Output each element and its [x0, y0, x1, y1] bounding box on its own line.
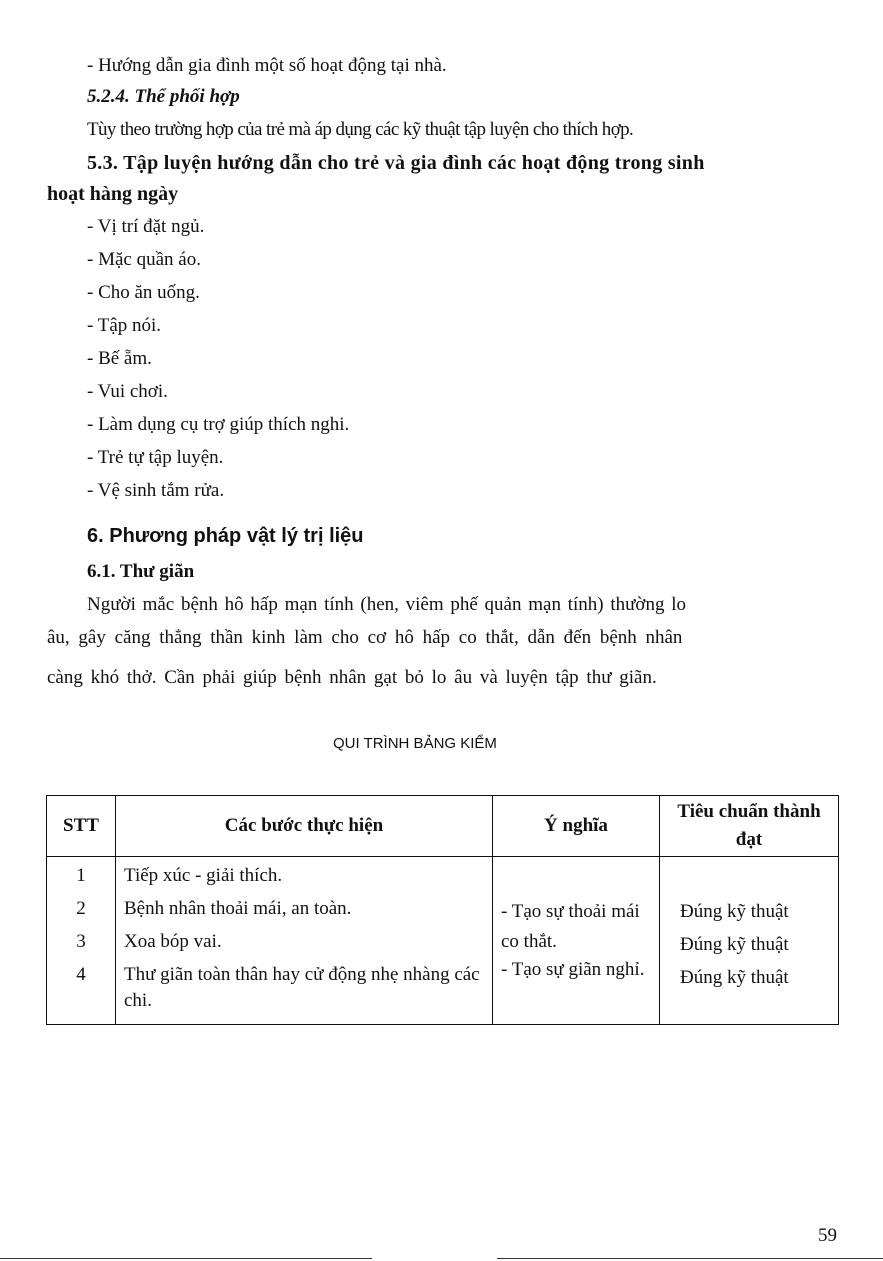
header-steps: Các bước thực hiện	[116, 796, 493, 857]
step-text: Thư giãn toàn thân hay cử động nhẹ nhàng các chi.	[124, 964, 480, 1011]
footer-rule	[0, 1258, 372, 1259]
table-caption: QUI TRÌNH BẢNG KIỂM	[333, 735, 497, 752]
subheading-5-2-4: 5.2.4. Thể phối hợp	[87, 86, 240, 107]
criteria-text: Đúng kỹ thuật	[680, 967, 789, 988]
criteria-text: Đúng kỹ thuật	[680, 934, 789, 955]
page-number: 59	[818, 1225, 837, 1246]
heading-5-3-cont: hoạt hàng ngày	[47, 183, 179, 205]
list-item: - Làm dụng cụ trợ giúp thích nghi.	[87, 414, 350, 435]
meaning-cell	[493, 857, 660, 1025]
stt-value: 4	[76, 964, 86, 985]
step-text: Bệnh nhân thoải mái, an toàn.	[124, 898, 352, 919]
list-item: - Bế ẵm.	[87, 348, 152, 369]
heading-6: 6. Phương pháp vật lý trị liệu	[87, 525, 364, 547]
text-line: Tùy theo trường hợp của trẻ mà áp dụng các kỹ thuật tập luyện cho thích hợp.	[87, 119, 634, 140]
stt-value: 1	[76, 865, 86, 886]
list-item: - Mặc quần áo.	[87, 249, 201, 270]
table-header-row	[47, 796, 839, 857]
stt-value: 3	[76, 931, 86, 952]
paragraph-line: âu, gây căng thẳng thần kinh làm cho cơ hô hấp co thắt, dẫn đến bệnh nhân	[47, 627, 683, 648]
paragraph-line: càng khó thở. Cần phải giúp bệnh nhân gạt bỏ lo âu và luyện tập thư giãn.	[47, 667, 657, 688]
heading-5-3: 5.3. Tập luyện hướng dẫn cho trẻ và gia đình các hoạt động trong sinh	[87, 152, 705, 174]
text-line: - Hướng dẫn gia đình một số hoạt động tại nhà.	[87, 55, 447, 76]
paragraph-line: Người mắc bệnh hô hấp mạn tính (hen, viêm phế quản mạn tính) thường lo	[87, 594, 686, 615]
list-item: - Trẻ tự tập luyện.	[87, 447, 224, 468]
stt-cell	[47, 857, 116, 1025]
stt-value: 2	[76, 898, 86, 919]
checklist-table	[46, 795, 839, 1025]
criteria-text: Đúng kỹ thuật	[680, 901, 789, 922]
header-meaning: Ý nghĩa	[493, 796, 660, 857]
list-item: - Cho ăn uống.	[87, 282, 200, 303]
table-body-row	[47, 857, 839, 1025]
steps-cell	[116, 857, 493, 1025]
header-stt: STT	[47, 796, 116, 857]
step-text: Tiếp xúc - giải thích.	[124, 865, 283, 886]
footer-rule	[497, 1258, 883, 1259]
header-criteria: Tiêu chuẩn thành đạt	[660, 796, 839, 857]
list-item: - Vui chơi.	[87, 381, 168, 402]
meaning-text: - Tạo sự giãn nghỉ.	[501, 959, 645, 980]
list-item: - Vị trí đặt ngủ.	[87, 216, 205, 237]
step-text: Xoa bóp vai.	[124, 931, 222, 952]
criteria-cell	[660, 857, 839, 1025]
list-item: - Vệ sinh tắm rửa.	[87, 480, 225, 501]
meaning-text: - Tạo sự thoải mái co thắt.	[501, 901, 640, 952]
list-item: - Tập nói.	[87, 315, 162, 336]
heading-6-1: 6.1. Thư giãn	[87, 561, 195, 582]
